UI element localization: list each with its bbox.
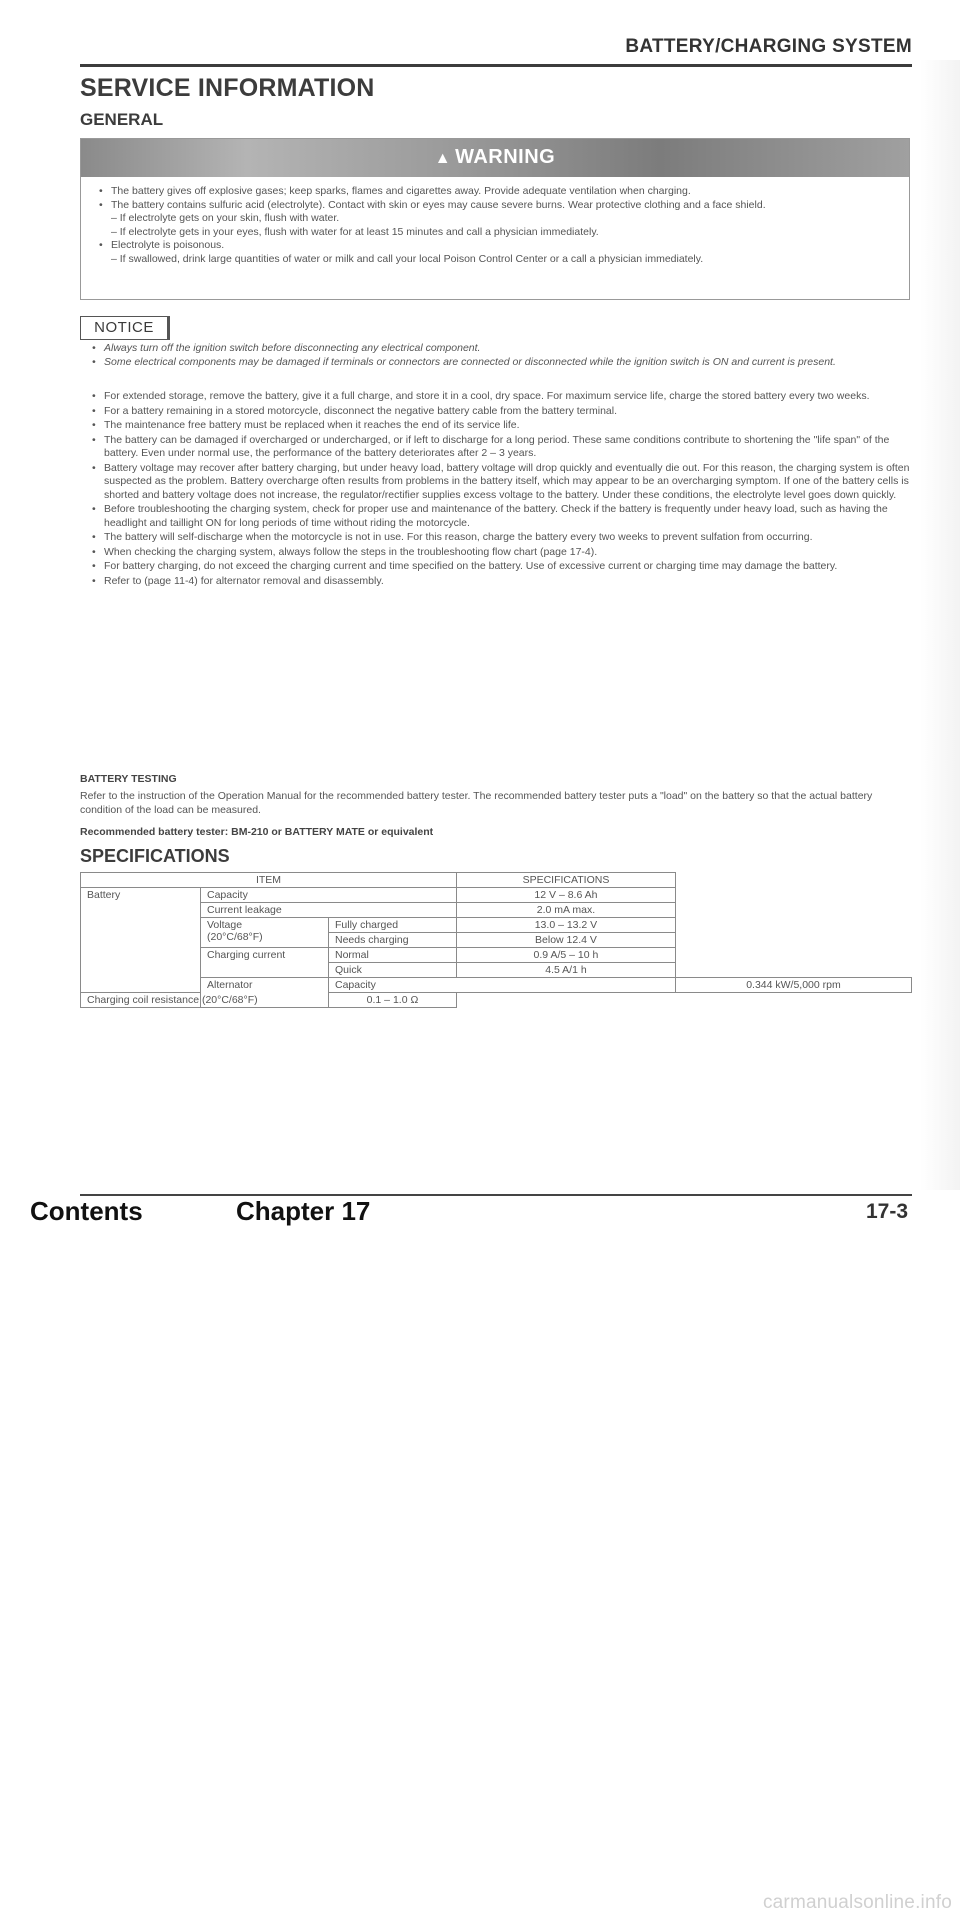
- cell-fully-charged-value: 13.0 – 13.2 V: [457, 918, 676, 933]
- header-rule: [80, 64, 912, 67]
- warning-subitem: – If electrolyte gets in your eyes, flush with water for at least 15 minutes and call a physician immediately.: [111, 225, 599, 238]
- recommended-tester: Recommended battery tester: BM-210 or BATTERY MATE or equivalent: [80, 826, 434, 838]
- cell-quick: Quick: [329, 963, 457, 978]
- list-item: • Before troubleshooting the charging system, check for proper use and maintenance of the battery. Check if the battery is frequently under heavy load, such as having the headlight and taillight ON for long periods of time without riding the motorcycle.: [92, 503, 910, 530]
- cell-alt-capacity: Capacity: [329, 978, 676, 993]
- warning-triangle-icon: ▲: [434, 150, 452, 167]
- warning-banner: [81, 139, 909, 177]
- general-heading: GENERAL: [80, 110, 164, 129]
- cell-coil-resistance-value: 0.1 – 1.0 Ω: [329, 993, 457, 1008]
- warning-title-text: WARNING: [455, 146, 556, 168]
- specifications-table: [80, 872, 912, 1008]
- chapter-link[interactable]: Chapter 17: [236, 1196, 371, 1226]
- warning-list: [99, 185, 895, 266]
- battery-testing-heading: BATTERY TESTING: [80, 773, 177, 785]
- table-row: [81, 918, 912, 933]
- cell-current-leakage: Current leakage: [201, 903, 457, 918]
- page-number: 17-3: [865, 1200, 908, 1223]
- cell-fully-charged: Fully charged: [329, 918, 457, 933]
- list-item: • The maintenance free battery must be replaced when it reaches the end of its service life.: [92, 419, 910, 433]
- cell-capacity: Capacity: [201, 888, 457, 903]
- list-item: • The battery will self-discharge when the motorcycle is not in use. For this reason, charge the battery every two weeks to prevent sulfation from occurring.: [92, 531, 910, 545]
- table-header-row: [81, 873, 912, 888]
- warning-item: • The battery gives off explosive gases; keep sparks, flames and cigarettes away. Provide adequate ventilation when charging.: [99, 185, 895, 199]
- cell-alt-capacity-value: 0.344 kW/5,000 rpm: [675, 978, 911, 993]
- warning-subitem: – If electrolyte gets on your skin, flush with water.: [111, 212, 340, 224]
- notice-list: [92, 342, 910, 369]
- warning-title: [81, 146, 909, 169]
- table-row: [81, 978, 912, 993]
- specifications-heading: SPECIFICATIONS: [80, 846, 230, 866]
- cell-current-leakage-value: 2.0 mA max.: [457, 903, 676, 918]
- table-row: [81, 888, 912, 903]
- cell-voltage: [201, 918, 329, 948]
- cell-normal: Normal: [329, 948, 457, 963]
- cell-charging-current: Charging current: [201, 948, 329, 978]
- group-alternator: Alternator: [201, 978, 329, 1008]
- warning-subitem: – If swallowed, drink large quantities of water or milk and call your local Poison Control Center or a call a physician immediately.: [111, 252, 704, 265]
- cell-coil-resistance: Charging coil resistance (20°C/68°F): [81, 993, 329, 1008]
- group-battery: Battery: [81, 888, 201, 993]
- table-row: [81, 903, 912, 918]
- cell-normal-value: 0.9 A/5 – 10 h: [457, 948, 676, 963]
- cell-needs-charging-value: Below 12.4 V: [457, 933, 676, 948]
- list-item: • When checking the charging system, always follow the steps in the troubleshooting flow chart (page 17-4).: [92, 546, 910, 560]
- battery-testing-text: Refer to the instruction of the Operation Manual for the recommended battery tester. The recommended battery tester puts a "load" on the battery so that the actual battery condition of the load can be measured.: [80, 790, 873, 816]
- voltage-temp: (20°C/68°F): [207, 931, 263, 943]
- warning-box: [80, 138, 910, 300]
- page-title: SERVICE INFORMATION: [80, 74, 375, 102]
- cell-needs-charging: Needs charging: [329, 933, 457, 948]
- page-edge-shadow: [920, 60, 960, 1190]
- general-list: [92, 390, 910, 589]
- section-header-title: BATTERY/CHARGING SYSTEM: [625, 36, 912, 57]
- table-row: [81, 948, 912, 963]
- column-header-spec: SPECIFICATIONS: [457, 873, 676, 888]
- list-item: • For a battery remaining in a stored motorcycle, disconnect the negative battery cable from the battery terminal.: [92, 405, 910, 419]
- notice-item: • Always turn off the ignition switch before disconnecting any electrical component.: [92, 342, 910, 356]
- watermark: carmanualsonline.info: [762, 1892, 952, 1913]
- list-item: • Battery voltage may recover after battery charging, but under heavy load, battery voltage will drop quickly and eventually die out. For this reason, the charging system is often suspected as the problem. Battery overcharge often results from problems in the battery itself, which may appear to be an overcharging symptom. If one of the battery cells is shorted and battery voltage does not increase, the regulator/rectifier supplies excess voltage to the battery. Under these conditions, the electrolyte level goes down quickly.: [92, 462, 910, 503]
- cell-capacity-value: 12 V – 8.6 Ah: [457, 888, 676, 903]
- list-item: • For extended storage, remove the battery, give it a full charge, and store it in a cool, dry space. For maximum service life, charge the stored battery every two weeks.: [92, 390, 910, 404]
- footer-rule: [80, 1194, 912, 1196]
- column-header-item: ITEM: [81, 873, 457, 888]
- list-item: • For battery charging, do not exceed the charging current and time specified on the battery. Use of excessive current or charging time may damage the battery.: [92, 560, 910, 574]
- notice-label: NOTICE: [80, 316, 170, 340]
- list-item: • The battery can be damaged if overcharged or undercharged, or if left to discharge for a long period. These same conditions contribute to shortening the "life span" of the battery. Even under normal use, the performance of the battery deteriorates after 2 – 3 years.: [92, 434, 910, 461]
- contents-link[interactable]: Contents: [30, 1196, 143, 1226]
- warning-item: • Electrolyte is poisonous.: [99, 239, 895, 253]
- warning-item: • The battery contains sulfuric acid (electrolyte). Contact with skin or eyes may cause severe burns. Wear protective clothing and a face shield.: [99, 199, 895, 213]
- list-item: • Refer to (page 11-4) for alternator removal and disassembly.: [92, 575, 910, 589]
- notice-item: • Some electrical components may be damaged if terminals or connectors are connected or disconnected while the ignition switch is ON and current is present.: [92, 356, 910, 370]
- table-row: [81, 993, 912, 1008]
- cell-quick-value: 4.5 A/1 h: [457, 963, 676, 978]
- voltage-label: Voltage: [207, 919, 243, 931]
